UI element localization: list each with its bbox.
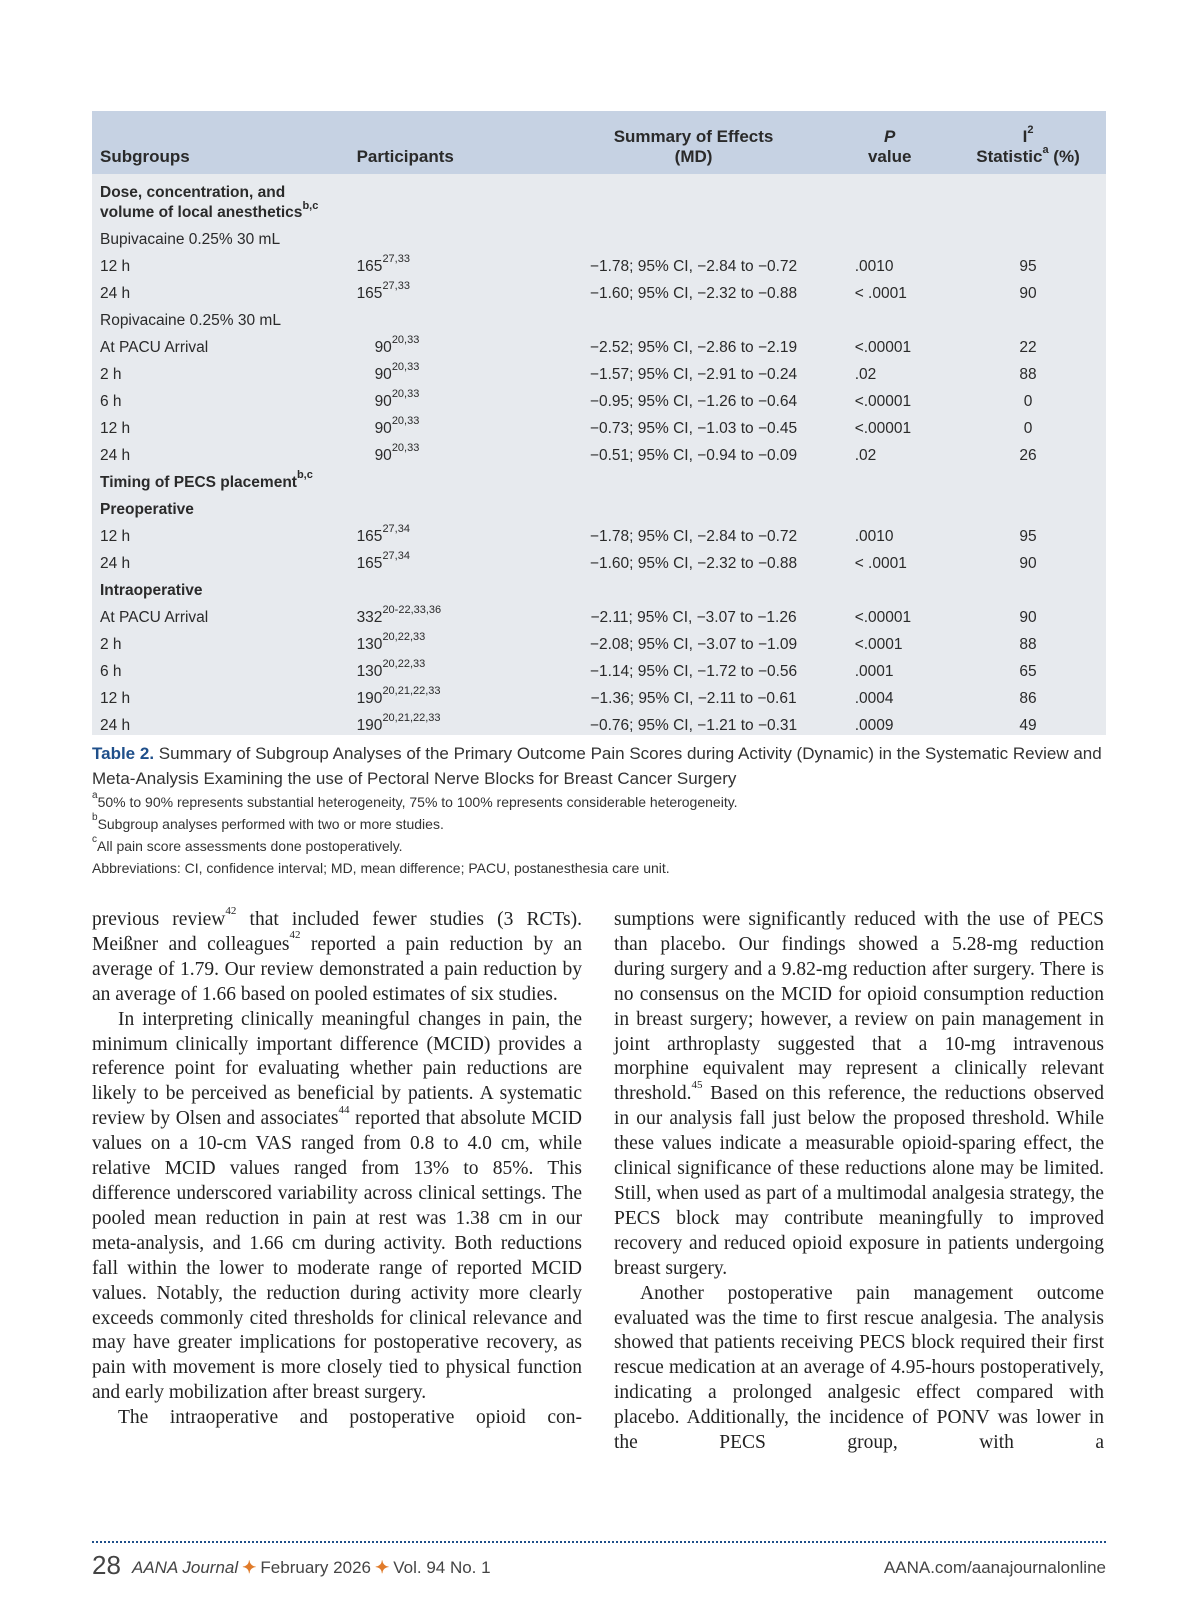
group-intraoperative-label: Intraoperative [100, 581, 203, 599]
caption-title [92, 741, 1106, 791]
cell-p-value [829, 280, 950, 307]
cell-p-value [829, 415, 950, 442]
left-paragraph-3: The intraoperative and postoperative opioid con- [118, 1407, 582, 1429]
footer-dotted-rule [92, 1541, 1106, 1543]
cell-mean-difference: −0.51; 95% CI, −0.94 to −0.09 [589, 446, 798, 464]
p-value-text: .0010 [854, 257, 894, 275]
cell-time: 24 h [100, 716, 131, 734]
subgroup-analysis-table [92, 111, 1106, 739]
cell-mean-difference: −2.11; 95% CI, −3.07 to −1.26 [590, 608, 797, 626]
journal-citation [132, 1558, 491, 1578]
table-body [92, 174, 1106, 253]
body-column-left [92, 904, 582, 1431]
reference-superscript: 27,34 [382, 523, 410, 536]
cell-p-value [829, 523, 950, 550]
footnote-a: $^a$50% to 90% represents substantial heterogeneity, 75% to 100% represents considerable heterogeneity. [92, 790, 738, 810]
reference-superscript: 20,22,33 [382, 631, 426, 644]
cell-mean-difference: −0.95; 95% CI, −1.26 to −0.64 [589, 392, 798, 410]
cell-time: 24 h [100, 284, 131, 302]
section-timing-row [92, 469, 1106, 496]
footnote-c: $^c$All pain score assessments done postoperatively. [92, 834, 403, 854]
cell-mean-difference: −1.14; 95% CI, −1.72 to −0.56 [589, 662, 798, 680]
participant-count: 130 [356, 635, 383, 653]
group-preoperative-row [92, 496, 1106, 523]
participant-count: 90 [374, 446, 392, 464]
reference-superscript: 20,33 [391, 442, 420, 455]
body-column-right [614, 908, 1104, 1456]
p-value-text: .0004 [854, 689, 894, 707]
cell-i2: 88 [1019, 635, 1037, 653]
cell-i2: 90 [1019, 554, 1037, 572]
cell-i2: 95 [1019, 527, 1037, 545]
reference-superscript: 27,34 [382, 550, 410, 563]
header-participants: Participants [356, 147, 454, 166]
group-intraoperative-row [92, 577, 1106, 604]
left-paragraph-2: In interpreting clinically meaningful changes in pain, the minimum clinically important difference (MCID) provides a reference point for evaluating whether pain reductions are likely to be perceived as beneficial by patients. A systematic review by Olsen and associates$^{44}$ reported that absolute MCID values on a 10-cm VAS ranged from 0.8 to 4.0 cm, while relative MCID values ranged from 13% to 85%. This difference underscored variability across clinical settings. The pooled mean reduction in pain at rest was 1.38 cm in our meta-analysis, and 1.66 cm during activity. Both reductions fall within the lower to moderate range of reported MCID values. Notably, the reduction during activity more clearly exceeds commonly cited thresholds for clinical relevance and may have greater implications for postoperative recovery, as pain with movement is more closely tied to physical function and early mobilization after breast surgery. [92, 1008, 582, 1404]
cell-time: 12 h [100, 527, 131, 545]
participant-count: 90 [374, 365, 392, 383]
table-row [92, 361, 1106, 388]
table-row [92, 712, 1106, 739]
p-value-text: .0001 [854, 662, 894, 680]
cell-participants [357, 631, 558, 658]
table-row [92, 280, 1106, 307]
table-row [92, 685, 1106, 712]
cell-i2: 26 [1019, 446, 1037, 464]
cell-participants [357, 280, 558, 307]
cell-p-value [829, 442, 950, 469]
table-caption [92, 741, 1106, 879]
cell-time: 24 h [100, 554, 131, 572]
cell-time: 24 h [100, 446, 131, 464]
participant-count: 90 [374, 419, 392, 437]
volume-issue: Vol. 94 No. 1 [393, 1558, 491, 1577]
cell-mean-difference: −1.57; 95% CI, −2.91 to −0.24 [589, 365, 798, 383]
cell-participants [357, 685, 558, 712]
abbreviations: Abbreviations: CI, confidence interval; MD, mean difference; PACU, postanesthesia care unit. [92, 860, 670, 876]
cell-mean-difference: −1.60; 95% CI, −2.32 to −0.88 [589, 284, 798, 302]
cell-time: At PACU Arrival [100, 608, 209, 626]
cell-i2: 90 [1019, 284, 1037, 302]
participant-count: 165 [356, 257, 383, 275]
participant-count: 332 [356, 608, 383, 626]
cell-i2: 0 [1023, 419, 1033, 437]
cell-participants [357, 253, 558, 280]
cell-i2: 22 [1019, 338, 1037, 356]
group-ropivacaine-label: Ropivacaine 0.25% 30 mL [100, 311, 281, 329]
group-preoperative-label: Preoperative [100, 500, 194, 518]
table-header-row [92, 111, 1106, 174]
cell-participants [357, 523, 558, 550]
participant-count: 190 [356, 689, 383, 707]
cell-time: 2 h [100, 365, 122, 383]
cell-time: At PACU Arrival [100, 338, 209, 356]
rows-bupivacaine [92, 253, 1106, 307]
table-row [92, 334, 1106, 361]
subgroup-table [92, 111, 1106, 735]
cell-mean-difference: −2.08; 95% CI, −3.07 to −1.09 [589, 635, 798, 653]
participant-count: 90 [374, 392, 392, 410]
p-value-text: .0010 [854, 527, 894, 545]
journal-website-link[interactable]: AANA.com/aanajournalonline [883, 1558, 1106, 1577]
p-value-text: < .0001 [854, 554, 907, 572]
participant-count: 190 [356, 716, 383, 734]
group-bupivacaine-row [92, 226, 1106, 253]
participant-count: 90 [374, 338, 392, 356]
header-i2-statistic: $I^2$ Statistic$^a$ (%) [976, 124, 1080, 166]
rows-intraoperative [92, 604, 1106, 739]
right-paragraph-1: sumptions were significantly reduced with the use of PECS than placebo. Our findings showed a 5.28-mg reduction during surgery and a 9.82-mg reduction after surgery. There is no consensus on the MCID for opioid consumption reduction in breast surgery; however, a review on pain management in joint arthroplasty suggested that a 10-mg intravenous morphine equivalent may represent a clinically relevant threshold.$^{45}$ Based on this reference, the reductions observed in our analysis fall just below the proposed threshold. While these values indicate a measurable opioid-sparing effect, the clinical significance of these reductions alone may be limited. Still, when used as part of a multimodal analgesia strategy, the PECS block may contribute meaningfully to improved recovery and reduced opioid exposure in patients undergoing breast surgery. [614, 909, 1104, 1279]
table-row [92, 388, 1106, 415]
p-value-text: <.00001 [854, 338, 912, 356]
cell-p-value [829, 361, 950, 388]
cell-p-value [829, 658, 950, 685]
participant-count: 165 [356, 284, 383, 302]
reference-superscript: 20,33 [391, 388, 420, 401]
caption-text: Summary of Subgroup Analyses of the Primary Outcome Pain Scores during Activity (Dynamic) in the Systematic Review and Meta-Analysis Examining the use of Pectoral Nerve Blocks for Breast Cancer Surgery [92, 744, 1102, 788]
p-value-text: < .0001 [854, 284, 907, 302]
table-row [92, 415, 1106, 442]
separator-icon-2: ✦ [374, 1558, 390, 1577]
left-paragraph-1: previous review$^{42}$ that included fewer studies (3 RCTs). Meißner and colleagues$^{42}$ reported a pain reduction by an average of 1.79. Our review demonstrated a pain reduction by an average of 1.66 based on pooled estimates of six studies. [92, 904, 582, 1005]
table-row [92, 523, 1106, 550]
reference-superscript: 20,33 [391, 361, 420, 374]
caption-label: Table 2. [92, 744, 155, 763]
timing-section-body [92, 469, 1106, 523]
reference-superscript: 27,33 [382, 253, 410, 266]
reference-superscript: 20,21,22,33 [382, 712, 441, 725]
journal-name: AANA Journal [132, 1558, 239, 1577]
rows-ropivacaine [92, 334, 1106, 469]
cell-p-value [829, 712, 950, 739]
cell-participants [357, 361, 558, 388]
cell-time: 6 h [100, 662, 122, 680]
reference-superscript: 27,33 [382, 280, 410, 293]
cell-p-value [829, 685, 950, 712]
group-bupivacaine-label: Bupivacaine 0.25% 30 mL [100, 230, 281, 248]
cell-mean-difference: −1.78; 95% CI, −2.84 to −0.72 [589, 527, 798, 545]
participant-count: 165 [356, 527, 383, 545]
p-value-text: <.00001 [854, 608, 912, 626]
cell-mean-difference: −1.78; 95% CI, −2.84 to −0.72 [589, 257, 798, 275]
table-row [92, 658, 1106, 685]
reference-superscript: 20,21,22,33 [382, 685, 441, 698]
cell-participants [357, 712, 558, 739]
reference-superscript: 20-22,33,36 [382, 604, 442, 617]
right-paragraph-2: Another postoperative pain management outcome evaluated was the time to first rescue analgesia. The analysis showed that patients receiving PECS block required their first rescue medication at an average of 4.95-hours postoperatively, indicating a prolonged analgesic effect compared with placebo. Additionally, the incidence of PONV was lower in the PECS group, with a [614, 1282, 1104, 1454]
cell-time: 12 h [100, 257, 131, 275]
cell-p-value [829, 550, 950, 577]
participant-count: 130 [356, 662, 383, 680]
p-value-text: .02 [854, 446, 877, 464]
cell-i2: 88 [1019, 365, 1037, 383]
cell-mean-difference: −1.60; 95% CI, −2.32 to −0.88 [589, 554, 798, 572]
section-dose-label: Dose, concentration, and volume of local anesthetics$^{b,c}$ [100, 184, 319, 221]
cell-mean-difference: −0.76; 95% CI, −1.21 to −0.31 [589, 716, 798, 734]
section-dose-row [92, 174, 1106, 226]
cell-i2: 65 [1019, 662, 1037, 680]
cell-i2: 0 [1023, 392, 1033, 410]
issue-date: February 2026 [260, 1558, 371, 1577]
p-value-text: <.00001 [854, 392, 912, 410]
table-row [92, 253, 1106, 280]
cell-time: 6 h [100, 392, 122, 410]
p-value-text: .02 [854, 365, 877, 383]
cell-i2: 86 [1019, 689, 1037, 707]
cell-time: 12 h [100, 419, 131, 437]
cell-participants [357, 658, 558, 685]
table-row [92, 442, 1106, 469]
participant-count: 165 [356, 554, 383, 572]
intraop-group-body [92, 577, 1106, 604]
cell-participants [357, 415, 558, 442]
cell-p-value [829, 253, 950, 280]
table-row [92, 631, 1106, 658]
page-footer [92, 1550, 1106, 1586]
p-value-text: .0009 [854, 716, 894, 734]
cell-p-value [829, 604, 950, 631]
header-p-value: P value [867, 127, 912, 166]
cell-mean-difference: −1.36; 95% CI, −2.11 to −0.61 [590, 689, 797, 707]
cell-i2: 49 [1019, 716, 1037, 734]
reference-superscript: 20,33 [391, 415, 420, 428]
header-summary-effects: Summary of Effects (MD) [613, 127, 774, 166]
page-number: 28 [92, 1550, 121, 1580]
cell-participants [357, 388, 558, 415]
cell-i2: 90 [1019, 608, 1037, 626]
cell-p-value [829, 388, 950, 415]
table-row [92, 604, 1106, 631]
cell-participants [357, 604, 558, 631]
header-subgroups: Subgroups [100, 147, 190, 166]
p-value-text: <.00001 [854, 419, 912, 437]
reference-superscript: 20,33 [391, 334, 420, 347]
footnote-b: $^b$Subgroup analyses performed with two or more studies. [92, 812, 444, 832]
cell-participants [357, 334, 558, 361]
cell-participants [357, 550, 558, 577]
rows-preoperative [92, 523, 1106, 577]
cell-time: 2 h [100, 635, 122, 653]
group-ropivacaine-row [92, 307, 1106, 334]
ropi-group-body [92, 307, 1106, 334]
p-value-text: <.0001 [854, 635, 903, 653]
cell-mean-difference: −0.73; 95% CI, −1.03 to −0.45 [589, 419, 798, 437]
separator-icon: ✦ [242, 1558, 257, 1577]
cell-p-value [829, 631, 950, 658]
table-row [92, 550, 1106, 577]
cell-time: 12 h [100, 689, 131, 707]
cell-p-value [829, 334, 950, 361]
cell-mean-difference: −2.52; 95% CI, −2.86 to −2.19 [589, 338, 798, 356]
cell-i2: 95 [1019, 257, 1037, 275]
cell-participants [357, 442, 558, 469]
section-timing-label: Timing of PECS placement$^{b,c}$ [100, 469, 313, 491]
reference-superscript: 20,22,33 [382, 658, 426, 671]
